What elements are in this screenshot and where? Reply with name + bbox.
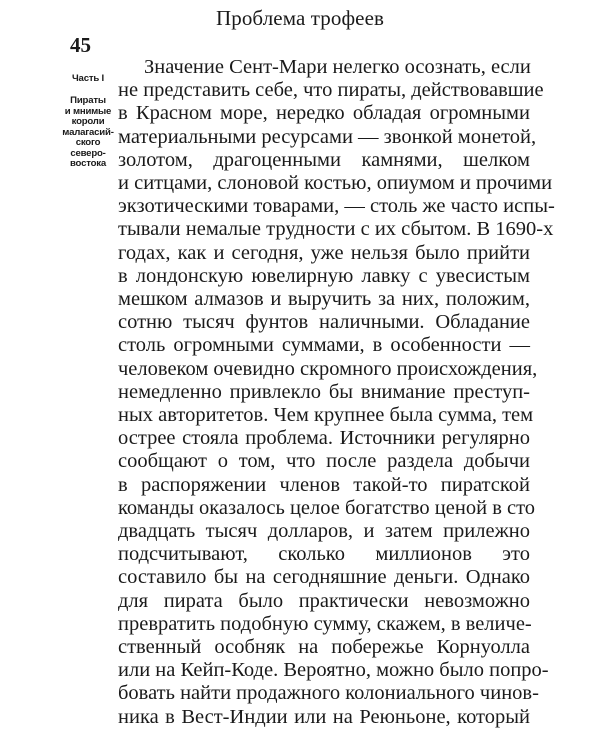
body-paragraph: [118, 56, 555, 729]
text-line: мешком алмазов и выручить за них, положим,: [118, 288, 530, 311]
running-title: Проблема трофеев: [215, 6, 385, 30]
text-line: экзотическими товарами, — столь же часто испы-: [118, 195, 555, 218]
text-line: Значение Сент-Мари нелегко осознать, если: [144, 56, 531, 78]
margin-chapter-line: востока: [69, 158, 106, 169]
text-line: двадцать тысяч долларов, и затем прилежно: [118, 520, 530, 543]
margin-chapter-line: ского: [75, 137, 101, 148]
margin-chapter-label: [56, 96, 120, 170]
text-line: для пирата было практически невозможно: [118, 589, 530, 612]
text-line: ника в Вест-Индии или на Реюньоне, который: [118, 705, 530, 728]
text-line: в распоряжении членов такой-то пиратской: [118, 473, 530, 496]
text-line: команды оказалось целое богатство ценой в сто: [118, 496, 536, 519]
text-line: подсчитывают, сколько миллионов это: [118, 543, 530, 566]
text-line: составило бы на сегодняшние деньги. Однако: [118, 566, 530, 589]
text-line: не представить себе, что пираты, действовавшие: [118, 79, 544, 102]
margin-part-label: Часть I: [72, 73, 104, 84]
text-line: ственный особняк на побережье Корнуолла: [118, 636, 530, 659]
text-line: столь огромными суммами, в особенности —: [118, 334, 530, 357]
text-line: золотом, драгоценными камнями, шелком: [118, 148, 530, 171]
margin-chapter-line: малагасий-: [62, 126, 114, 138]
margin-chapter-line: и мнимые: [64, 105, 112, 117]
text-line: материальными ресурсами — звонкой монетой,: [118, 125, 537, 148]
text-line: бовать найти продажного колониального чинов-: [118, 682, 539, 705]
text-line: и ситцами, слоновой костью, опиумом и прочими: [118, 172, 553, 195]
text-line: сотню тысяч фунтов наличными. Обладание: [118, 311, 530, 334]
text-line: немедленно привлекло бы внимание преступ-: [118, 380, 530, 403]
text-line: сообщают о том, что после раздела добычи: [118, 450, 530, 473]
text-line: человеком очевидно скромного происхождения,: [118, 357, 538, 380]
margin-chapter-line: северо-: [70, 147, 106, 159]
page-number: 45: [70, 33, 91, 57]
margin-chapter-line: короли: [71, 116, 105, 127]
margin-chapter-line: Пираты: [70, 95, 106, 106]
text-line: тывали немалые трудности с их сбытом. В 1690-х: [118, 218, 554, 241]
text-line: или на Кейп-Коде. Вероятно, можно было попро-: [118, 659, 549, 682]
text-line: годах, как и сегодня, уже нельзя было прийти: [118, 241, 530, 264]
text-line: в лондонскую ювелирную лавку с увесистым: [118, 264, 530, 287]
text-line: в Красном море, нередко обладая огромными: [118, 102, 530, 125]
text-line: ных авторитетов. Чем крупнее была сумма, тем: [118, 404, 534, 427]
text-line: острее стояла проблема. Источники регулярно: [118, 427, 530, 450]
text-line: превратить подобную сумму, скажем, в величе-: [118, 612, 532, 635]
